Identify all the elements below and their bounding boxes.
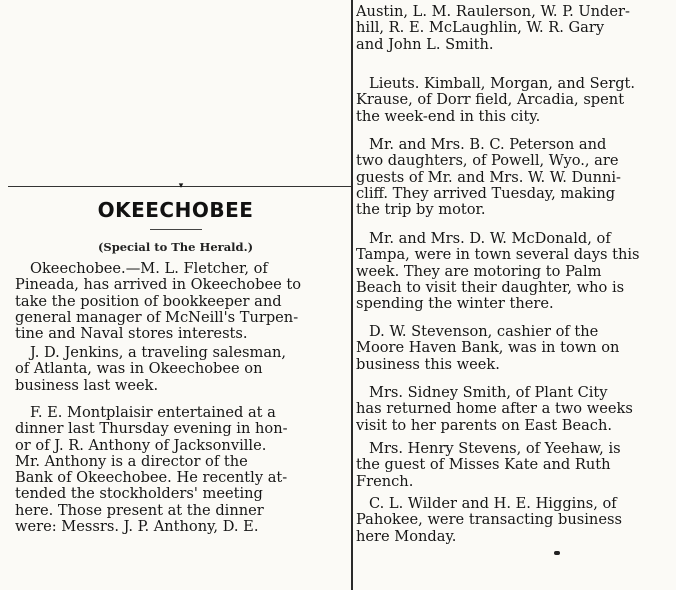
text-line: general manager of McNeill's Turpen- (15, 308, 299, 326)
right-paragraph-2 (356, 76, 676, 125)
text-line: F. E. Montplaisir entertained at a (30, 404, 276, 421)
text-line: Lieuts. Kimball, Morgan, and Sergt. (369, 75, 636, 92)
divider-ornament: ▾ (178, 181, 184, 191)
text-line: were: Messrs. J. P. Anthony, D. E. (15, 518, 259, 536)
text-line: Austin, L. M. Raulerson, W. P. Under- (356, 3, 630, 20)
left-paragraph-1 (15, 261, 345, 342)
text-line: spending the winter there. (356, 295, 554, 313)
text-line: Tampa, were in town several days this (356, 246, 640, 264)
right-paragraph-6 (356, 385, 676, 434)
text-line: Pahokee, were transacting business (356, 511, 622, 529)
right-paragraph-3 (356, 137, 676, 218)
text-line: the trip by motor. (356, 201, 486, 219)
left-paragraph-2 (15, 345, 345, 394)
text-line: guests of Mr. and Mrs. W. W. Dunni- (356, 168, 621, 186)
text-line: has returned home after a two weeks (356, 400, 633, 418)
text-line: Krause, of Dorr field, Arcadia, spent (356, 91, 625, 109)
right-paragraph-8 (356, 496, 676, 545)
text-line: the guest of Misses Kate and Ruth (356, 456, 611, 474)
text-line: J. D. Jenkins, a traveling salesman, (30, 344, 287, 361)
left-paragraph-3 (15, 405, 345, 535)
article-headline: OKEECHOBEE (97, 198, 254, 222)
text-line: Okeechobee.—M. L. Fletcher, of (30, 260, 268, 277)
text-line: hill, R. E. McLaughlin, W. R. Gary (356, 19, 605, 37)
text-line: of Atlanta, was in Okeechobee on (15, 360, 263, 378)
text-line: French. (356, 472, 414, 490)
text-line: visit to her parents on East Beach. (356, 416, 613, 434)
text-line: business last week. (15, 376, 159, 394)
text-line: tine and Naval stores interests. (15, 325, 248, 343)
text-line: take the position of bookkeeper and (15, 292, 282, 310)
text-line: D. W. Stevenson, cashier of the (369, 323, 599, 340)
column-rule (351, 0, 353, 590)
right-paragraph-1 (356, 4, 676, 53)
article-dateline: (Special to The Herald.) (97, 240, 254, 254)
text-line: Bank of Okeechobee. He recently at- (15, 469, 288, 487)
headline-rule (150, 229, 202, 230)
text-line: Mr. and Mrs. D. W. McDonald, of (369, 230, 611, 247)
text-line: cliff. They arrived Tuesday, making (356, 184, 616, 202)
text-line: Mrs. Sidney Smith, of Plant City (369, 384, 608, 401)
text-line: and John L. Smith. (356, 35, 494, 53)
text-line: Pineada, has arrived in Okeechobee to (15, 276, 302, 294)
right-paragraph-7 (356, 441, 676, 490)
text-line: Mrs. Henry Stevens, of Yeehaw, is (369, 440, 621, 457)
right-paragraph-5 (356, 324, 676, 373)
text-line: two daughters, of Powell, Wyo., are (356, 152, 619, 170)
text-line: here Monday. (356, 527, 457, 545)
text-line: week. They are motoring to Palm (356, 262, 602, 280)
text-line: the week-end in this city. (356, 107, 541, 125)
text-line: Beach to visit their daughter, who is (356, 278, 625, 296)
print-speck (554, 551, 560, 555)
text-line: dinner last Thursday evening in hon- (15, 420, 288, 438)
right-paragraph-4 (356, 231, 676, 312)
text-line: Moore Haven Bank, was in town on (356, 339, 620, 357)
text-line: Mr. and Mrs. B. C. Peterson and (369, 136, 607, 153)
text-line: Mr. Anthony is a director of the (15, 452, 248, 470)
text-line: C. L. Wilder and H. E. Higgins, of (369, 495, 617, 512)
text-line: or of J. R. Anthony of Jacksonville. (15, 436, 267, 454)
right-column (356, 0, 676, 590)
text-line: business this week. (356, 355, 500, 373)
text-line: here. Those present at the dinner (15, 501, 264, 519)
text-line: tended the stockholders' meeting (15, 485, 263, 503)
